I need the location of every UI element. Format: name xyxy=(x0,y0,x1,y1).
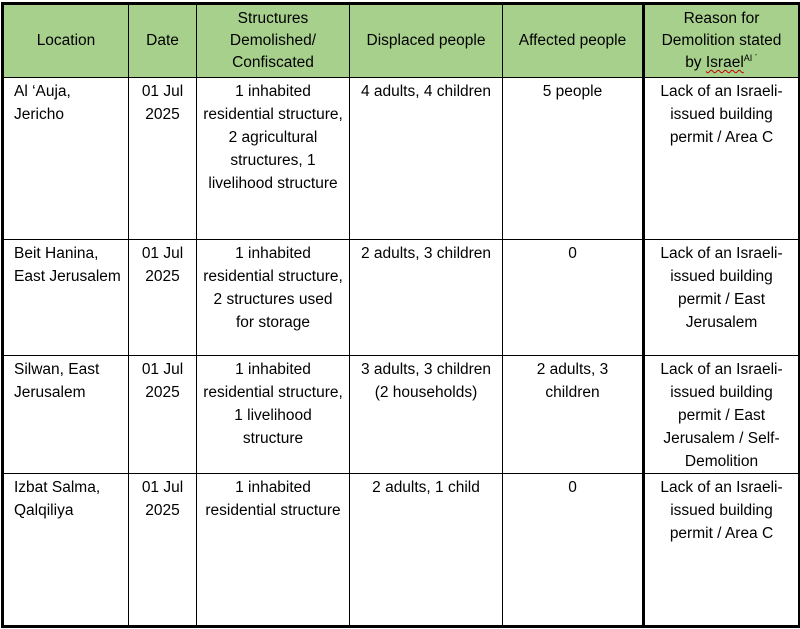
header-affected: Affected people xyxy=(503,4,644,78)
cell-structures: 1 inhabited residential structure, 2 structures used for storage xyxy=(197,240,350,356)
header-structures-line1: Structures xyxy=(237,10,309,27)
header-reason-line3-prefix: by xyxy=(685,54,706,71)
header-structures-line2: Demolished/ xyxy=(229,32,317,49)
cell-date: 01 Jul 2025 xyxy=(129,78,197,240)
cell-displaced: 2 adults, 1 child xyxy=(350,474,503,627)
cell-location: Silwan, East Jerusalem xyxy=(3,356,129,474)
cell-reason: Lack of an Israeli-issued building permit / Area C xyxy=(644,474,800,627)
header-structures xyxy=(197,4,350,78)
cell-location: Beit Hanina, East Jerusalem xyxy=(3,240,129,356)
table-row xyxy=(3,240,800,356)
cell-reason: Lack of an Israeli-issued building permit / East Jerusalem / Self-Demolition xyxy=(644,356,800,474)
cell-date: 01 Jul 2025 xyxy=(129,356,197,474)
cell-structures: 1 inhabited residential structure, 1 livelihood structure xyxy=(197,356,350,474)
header-structures-line3: Confiscated xyxy=(232,54,314,71)
cell-date: 01 Jul 2025 xyxy=(129,240,197,356)
header-date: Date xyxy=(129,4,197,78)
cell-displaced: 2 adults, 3 children xyxy=(350,240,503,356)
header-displaced: Displaced people xyxy=(350,4,503,78)
header-reason-line2: Demolition stated xyxy=(661,32,782,49)
footnote-marker: AI ´ xyxy=(743,52,758,63)
table-row xyxy=(3,78,800,240)
cell-location: Al ‘Auja, Jericho xyxy=(3,78,129,240)
header-location: Location xyxy=(3,4,129,78)
table-row xyxy=(3,474,800,627)
header-reason-line3-word: Israel xyxy=(705,54,744,71)
cell-location: Izbat Salma, Qalqiliya xyxy=(3,474,129,627)
table-row xyxy=(3,356,800,474)
cell-structures: 1 inhabited residential structure, 2 agricultural structures, 1 livelihood structure xyxy=(197,78,350,240)
cell-affected: 0 xyxy=(503,240,644,356)
cell-structures: 1 inhabited residential structure xyxy=(197,474,350,627)
demolitions-table xyxy=(1,2,800,628)
cell-reason: Lack of an Israeli-issued building permit / Area C xyxy=(644,78,800,240)
cell-displaced: 4 adults, 4 children xyxy=(350,78,503,240)
cell-date: 01 Jul 2025 xyxy=(129,474,197,627)
cell-affected: 2 adults, 3 children xyxy=(503,356,644,474)
cell-affected: 0 xyxy=(503,474,644,627)
cell-affected: 5 people xyxy=(503,78,644,240)
header-reason-line1: Reason for xyxy=(683,10,760,27)
header-reason xyxy=(644,4,800,78)
header-row xyxy=(3,4,800,78)
cell-displaced: 3 adults, 3 children (2 households) xyxy=(350,356,503,474)
cell-reason: Lack of an Israeli-issued building permit / East Jerusalem xyxy=(644,240,800,356)
